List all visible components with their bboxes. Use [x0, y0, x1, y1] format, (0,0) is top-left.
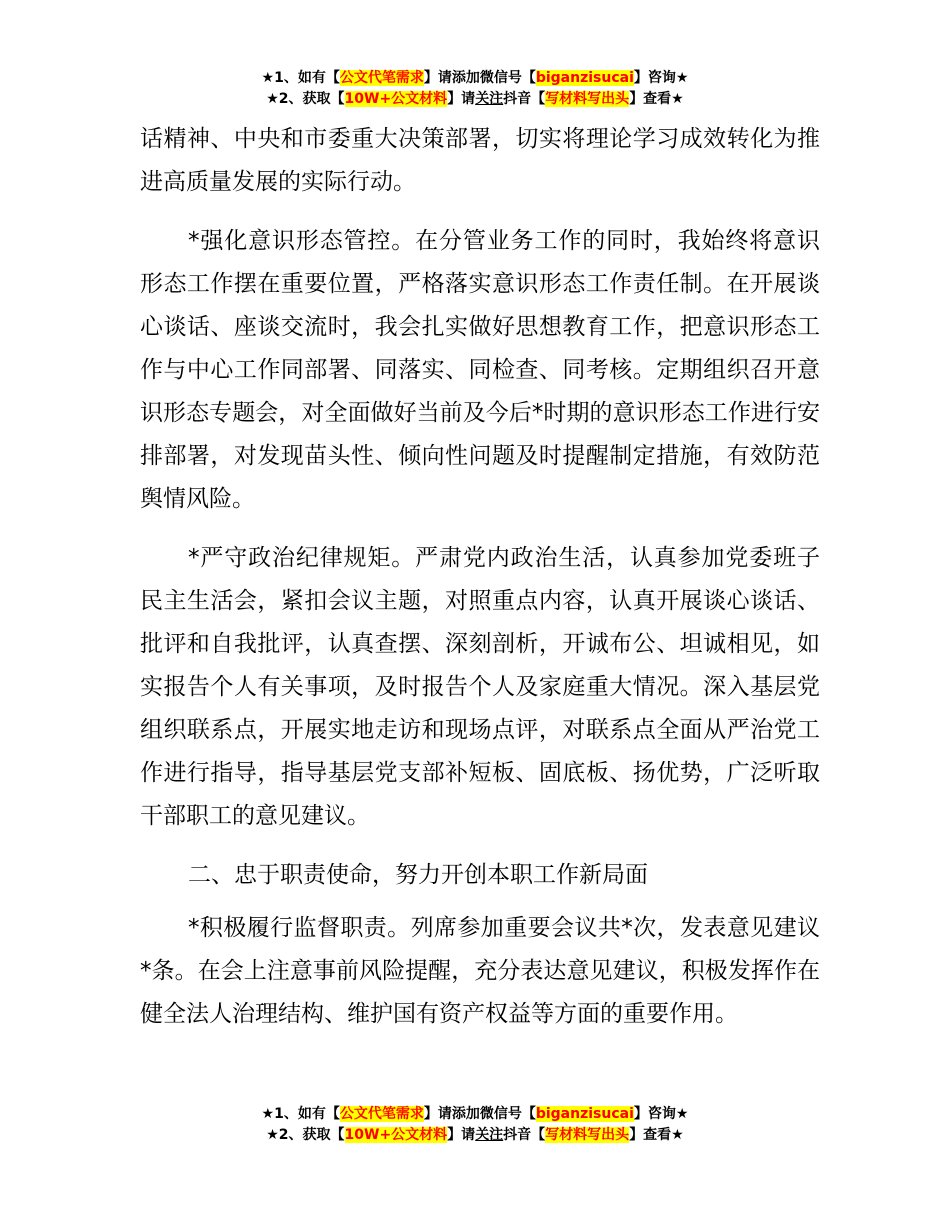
- banner-text: 】请添加微信号【: [423, 70, 536, 86]
- paragraph-discipline: *严守政治纪律规矩。严肃党内政治生活，认真参加党委班子民主生活会，紧扣会议主题，对照重点内容，认真开展谈心谈话、批评和自我批评，认真查摆、深刻剖析，开诚布公、坦诚相见，如实报告个人有关事项，及时报告个人及家庭重大情况。深入基层党组织联系点，开展实地走访和现场点评，对联系点全面从严治党工作进行指导，指导基层党支部补短板、固底板、扬优势，广泛听取干部职工的意见建议。: [140, 545, 820, 829]
- banner-highlight: 10W+公文材料: [344, 1127, 448, 1143]
- banner-text: 】查看★: [629, 1127, 684, 1143]
- banner-text: 抖音【: [503, 91, 546, 107]
- banner-line-1: [0, 68, 950, 89]
- banner-line-2: [0, 1125, 950, 1146]
- banner-highlight: 写材料写出头: [545, 91, 630, 107]
- banner-highlight: 公文代笔需求: [339, 70, 424, 86]
- banner-highlight: biganzisucai: [535, 1106, 634, 1122]
- document-body: [140, 118, 820, 1052]
- banner-text: ★1、如有【: [261, 1106, 340, 1122]
- banner-highlight: 公文代笔需求: [339, 1106, 424, 1122]
- banner-text: 抖音【: [503, 1127, 546, 1143]
- banner-line-2: [0, 89, 950, 110]
- paragraph-ideology: *强化意识形态管控。在分管业务工作的同时，我始终将意识形态工作摆在重要位置，严格落实意识形态工作责任制。在开展谈心谈话、座谈交流时，我会扎实做好思想教育工作，把意识形态工作与中心工作同部署、同落实、同检查、同考核。定期组织召开意识形态专题会，对全面做好当前及今后*时期的意识形态工作进行安排部署，对发现苗头性、倾向性问题及时提醒制定措施，有效防范舆情风险。: [140, 228, 820, 512]
- banner-text: 】查看★: [629, 91, 684, 107]
- header-banner: [0, 68, 950, 110]
- banner-line-1: [0, 1104, 950, 1125]
- banner-text: 】请: [447, 1127, 476, 1143]
- banner-highlight: 写材料写出头: [545, 1127, 630, 1143]
- banner-text: 】请: [447, 91, 476, 107]
- paragraph-continuation: 话精神、中央和市委重大决策部署，切实将理论学习成效转化为推进高质量发展的实际行动。: [140, 126, 820, 195]
- footer-banner: [0, 1104, 950, 1146]
- banner-underline: 关注: [475, 1127, 504, 1143]
- banner-text: ★2、获取【: [266, 1127, 345, 1143]
- section-heading: 二、忠于职责使命，努力开创本职工作新局面: [188, 862, 648, 888]
- banner-text: 】咨询★: [633, 1106, 689, 1122]
- banner-text: ★1、如有【: [261, 70, 340, 86]
- banner-text: 】请添加微信号【: [423, 1106, 536, 1122]
- banner-text: 】咨询★: [633, 70, 689, 86]
- banner-underline: 关注: [475, 91, 504, 107]
- banner-highlight: biganzisucai: [535, 70, 634, 86]
- banner-text: ★2、获取【: [266, 91, 345, 107]
- paragraph-supervision: *积极履行监督职责。列席参加重要会议共*次，发表意见建议*条。在会上注意事前风险提醒，充分表达意见建议，积极发挥作在健全法人治理结构、维护国有资产权益等方面的重要作用。: [140, 915, 820, 1027]
- banner-highlight: 10W+公文材料: [344, 91, 448, 107]
